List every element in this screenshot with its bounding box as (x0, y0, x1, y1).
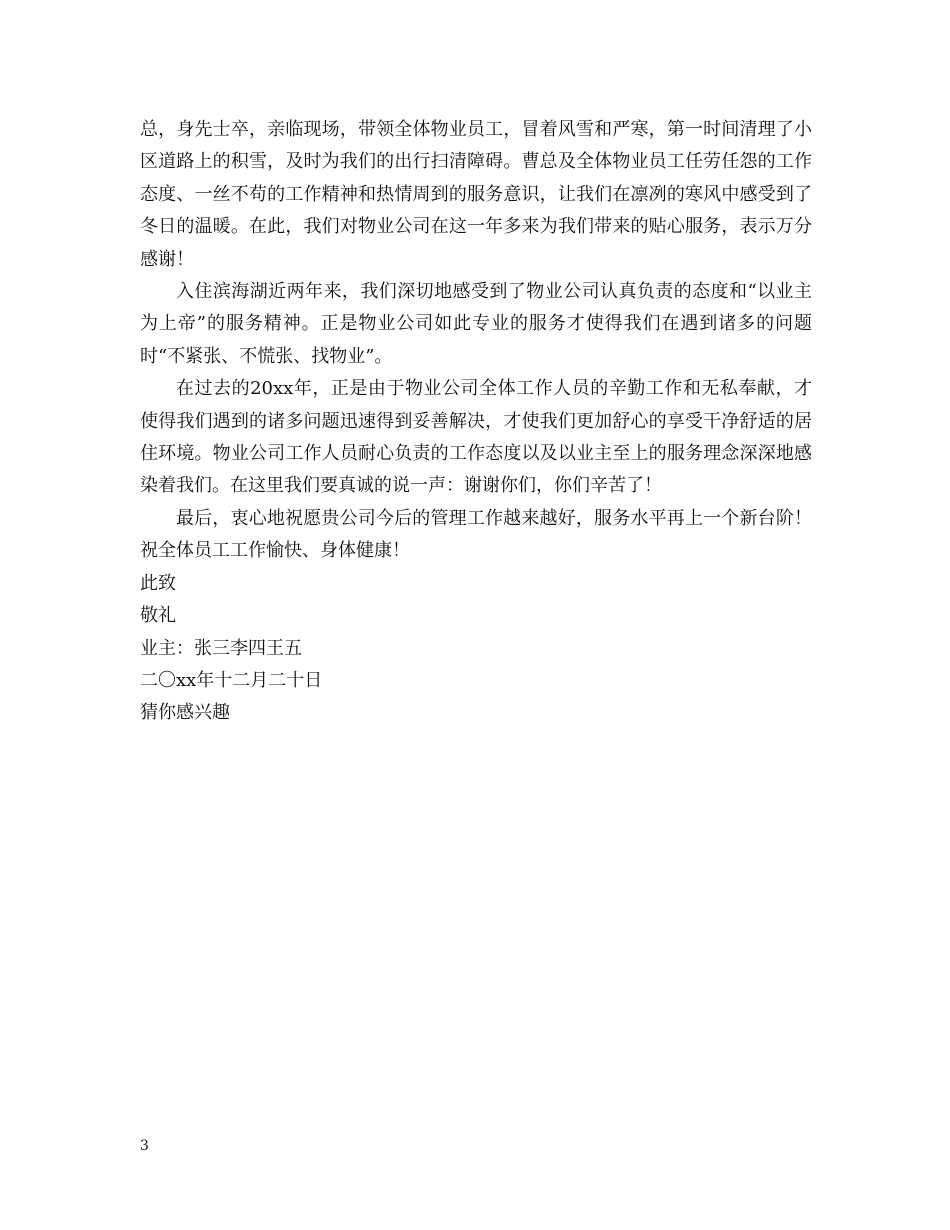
paragraph-past-year: 在过去的20xx年，正是由于物业公司全体工作人员的辛勤工作和无私奉献，才使得我们遇到的诸多问题迅速得到妥善解决，才使我们更加舒心的享受干净舒适的居住环境。物业公司工作人员耐心负责的工作态度以及以业主至上的服务理念深深地感染着我们。在这里我们要真诚的说一声：谢谢你们，你们辛苦了！ (140, 378, 812, 497)
letter-date: 二〇xx年十二月二十日 (140, 669, 323, 691)
closing-salutation: 此致 (140, 572, 176, 594)
letter-body (140, 114, 812, 730)
related-link[interactable]: 猜你感兴趣 (140, 702, 230, 724)
signature: 业主：张三李四王五 (140, 637, 302, 659)
paragraph-binhai: 入住滨海湖近两年来，我们深切地感受到了物业公司认真负责的态度和“以业主为上帝”的服务精神。正是物业公司如此专业的服务才使得我们在遇到诸多的问题时“不紧张、不慌张、找物业”。 (140, 281, 812, 367)
paragraph-wishes: 最后，衷心地祝愿贵公司今后的管理工作越来越好，服务水平再上一个新台阶！祝全体员工工作愉快、身体健康！ (140, 507, 812, 562)
closing-regards: 敬礼 (140, 605, 176, 627)
page-number: 3 (140, 1138, 149, 1154)
paragraph-continued: 总，身先士卒，亲临现场，带领全体物业员工，冒着风雪和严寒，第一时间清理了小区道路上的积雪，及时为我们的出行扫清障碍。曹总及全体物业员工任劳任怨的工作态度、一丝不苟的工作精神和热情周到的服务意识，让我们在凛冽的寒风中感受到了冬日的温暖。在此，我们对物业公司在这一年多来为我们带来的贴心服务，表示万分感谢！ (140, 119, 812, 270)
